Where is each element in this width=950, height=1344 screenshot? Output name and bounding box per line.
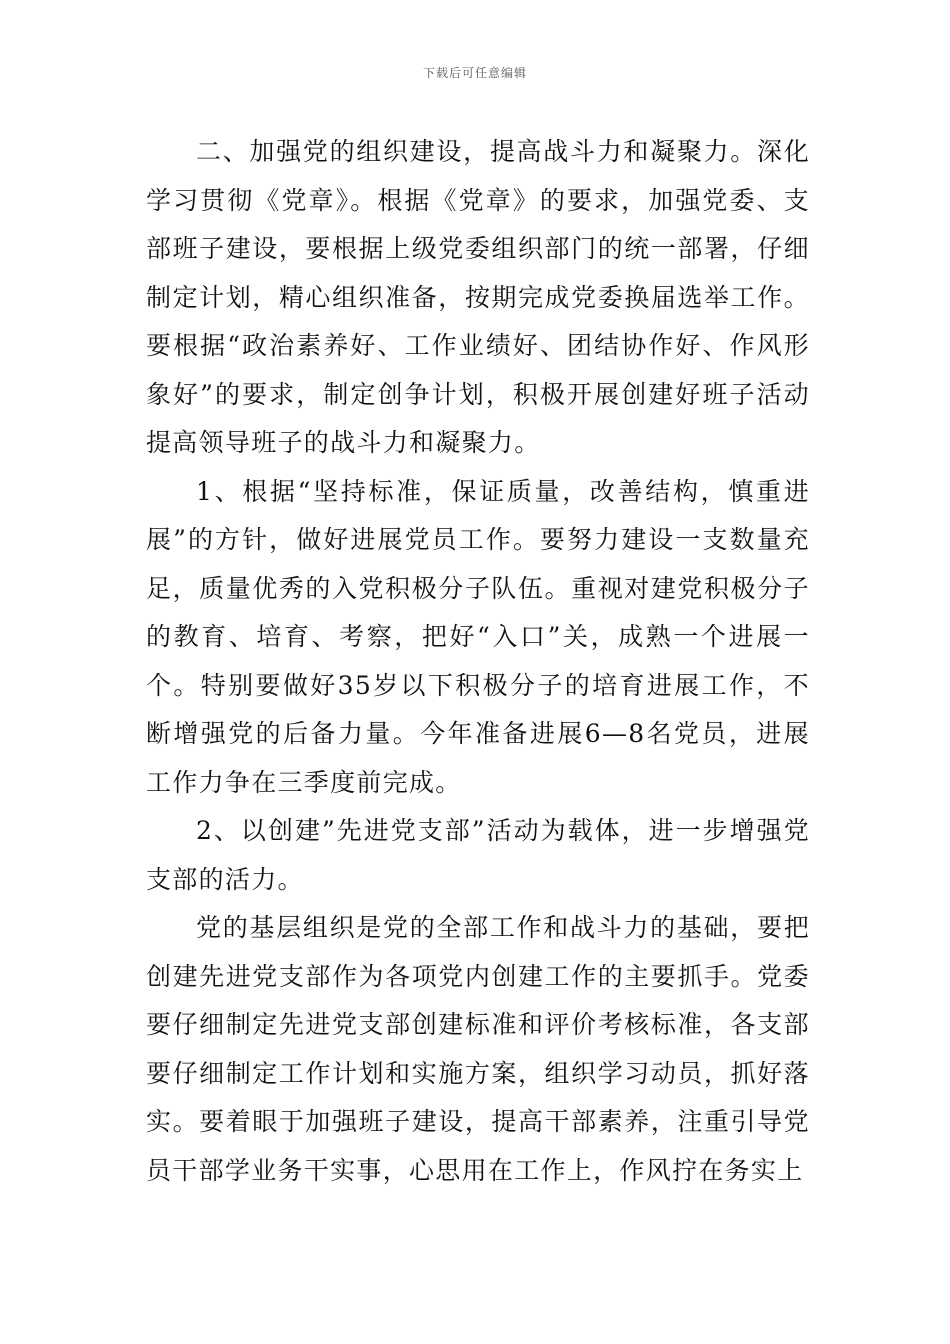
paragraph-party-organization: 二、加强党的组织建设，提高战斗力和凝聚力。深化学习贯彻《党章》。根据《党章》的要求，加强党委、支部班子建设，要根据上级党委组织部门的统一部署，仔细制定计划，精心组织准备，按期完成党委换届选举工作。要根据“政治素养好、工作业绩好、团结协作好、作风形象好”的要求，制定创争计划，积极开展创建好班子活动提高领导班子的战斗力和凝聚力。 bbox=[146, 137, 810, 457]
paragraph-member-development: 1、根据“坚持标准，保证质量，改善结构，慎重进展”的方针，做好进展党员工作。要努力建设一支数量充足，质量优秀的入党积极分子队伍。重视对建党积极分子的教育、培育、考察，把好“入口”关，成熟一个进展一个。特别要做好35岁以下积极分子的培育进展工作，不断增强党的后备力量。今年准备进展6—8名党员，进展工作力争在三季度前完成。 bbox=[146, 476, 810, 797]
paragraph-advanced-branch: 2、以创建”先进党支部”活动为载体，进一步增强党支部的活力。 bbox=[146, 816, 810, 894]
document-body bbox=[146, 128, 810, 1195]
page-header: 下载后可任意编辑 bbox=[422, 66, 527, 80]
paragraph-grassroots-organization: 党的基层组织是党的全部工作和战斗力的基础，要把创建先进党支部作为各项党内创建工作的主要抓手。党委要仔细制定先进党支部创建标准和评价考核标准，各支部要仔细制定工作计划和实施方案，组织学习动员，抓好落实。要着眼于加强班子建设，提高干部素养，注重引导党员干部学业务干实事，心思用在工作上，作风拧在务实上 bbox=[146, 913, 810, 1185]
